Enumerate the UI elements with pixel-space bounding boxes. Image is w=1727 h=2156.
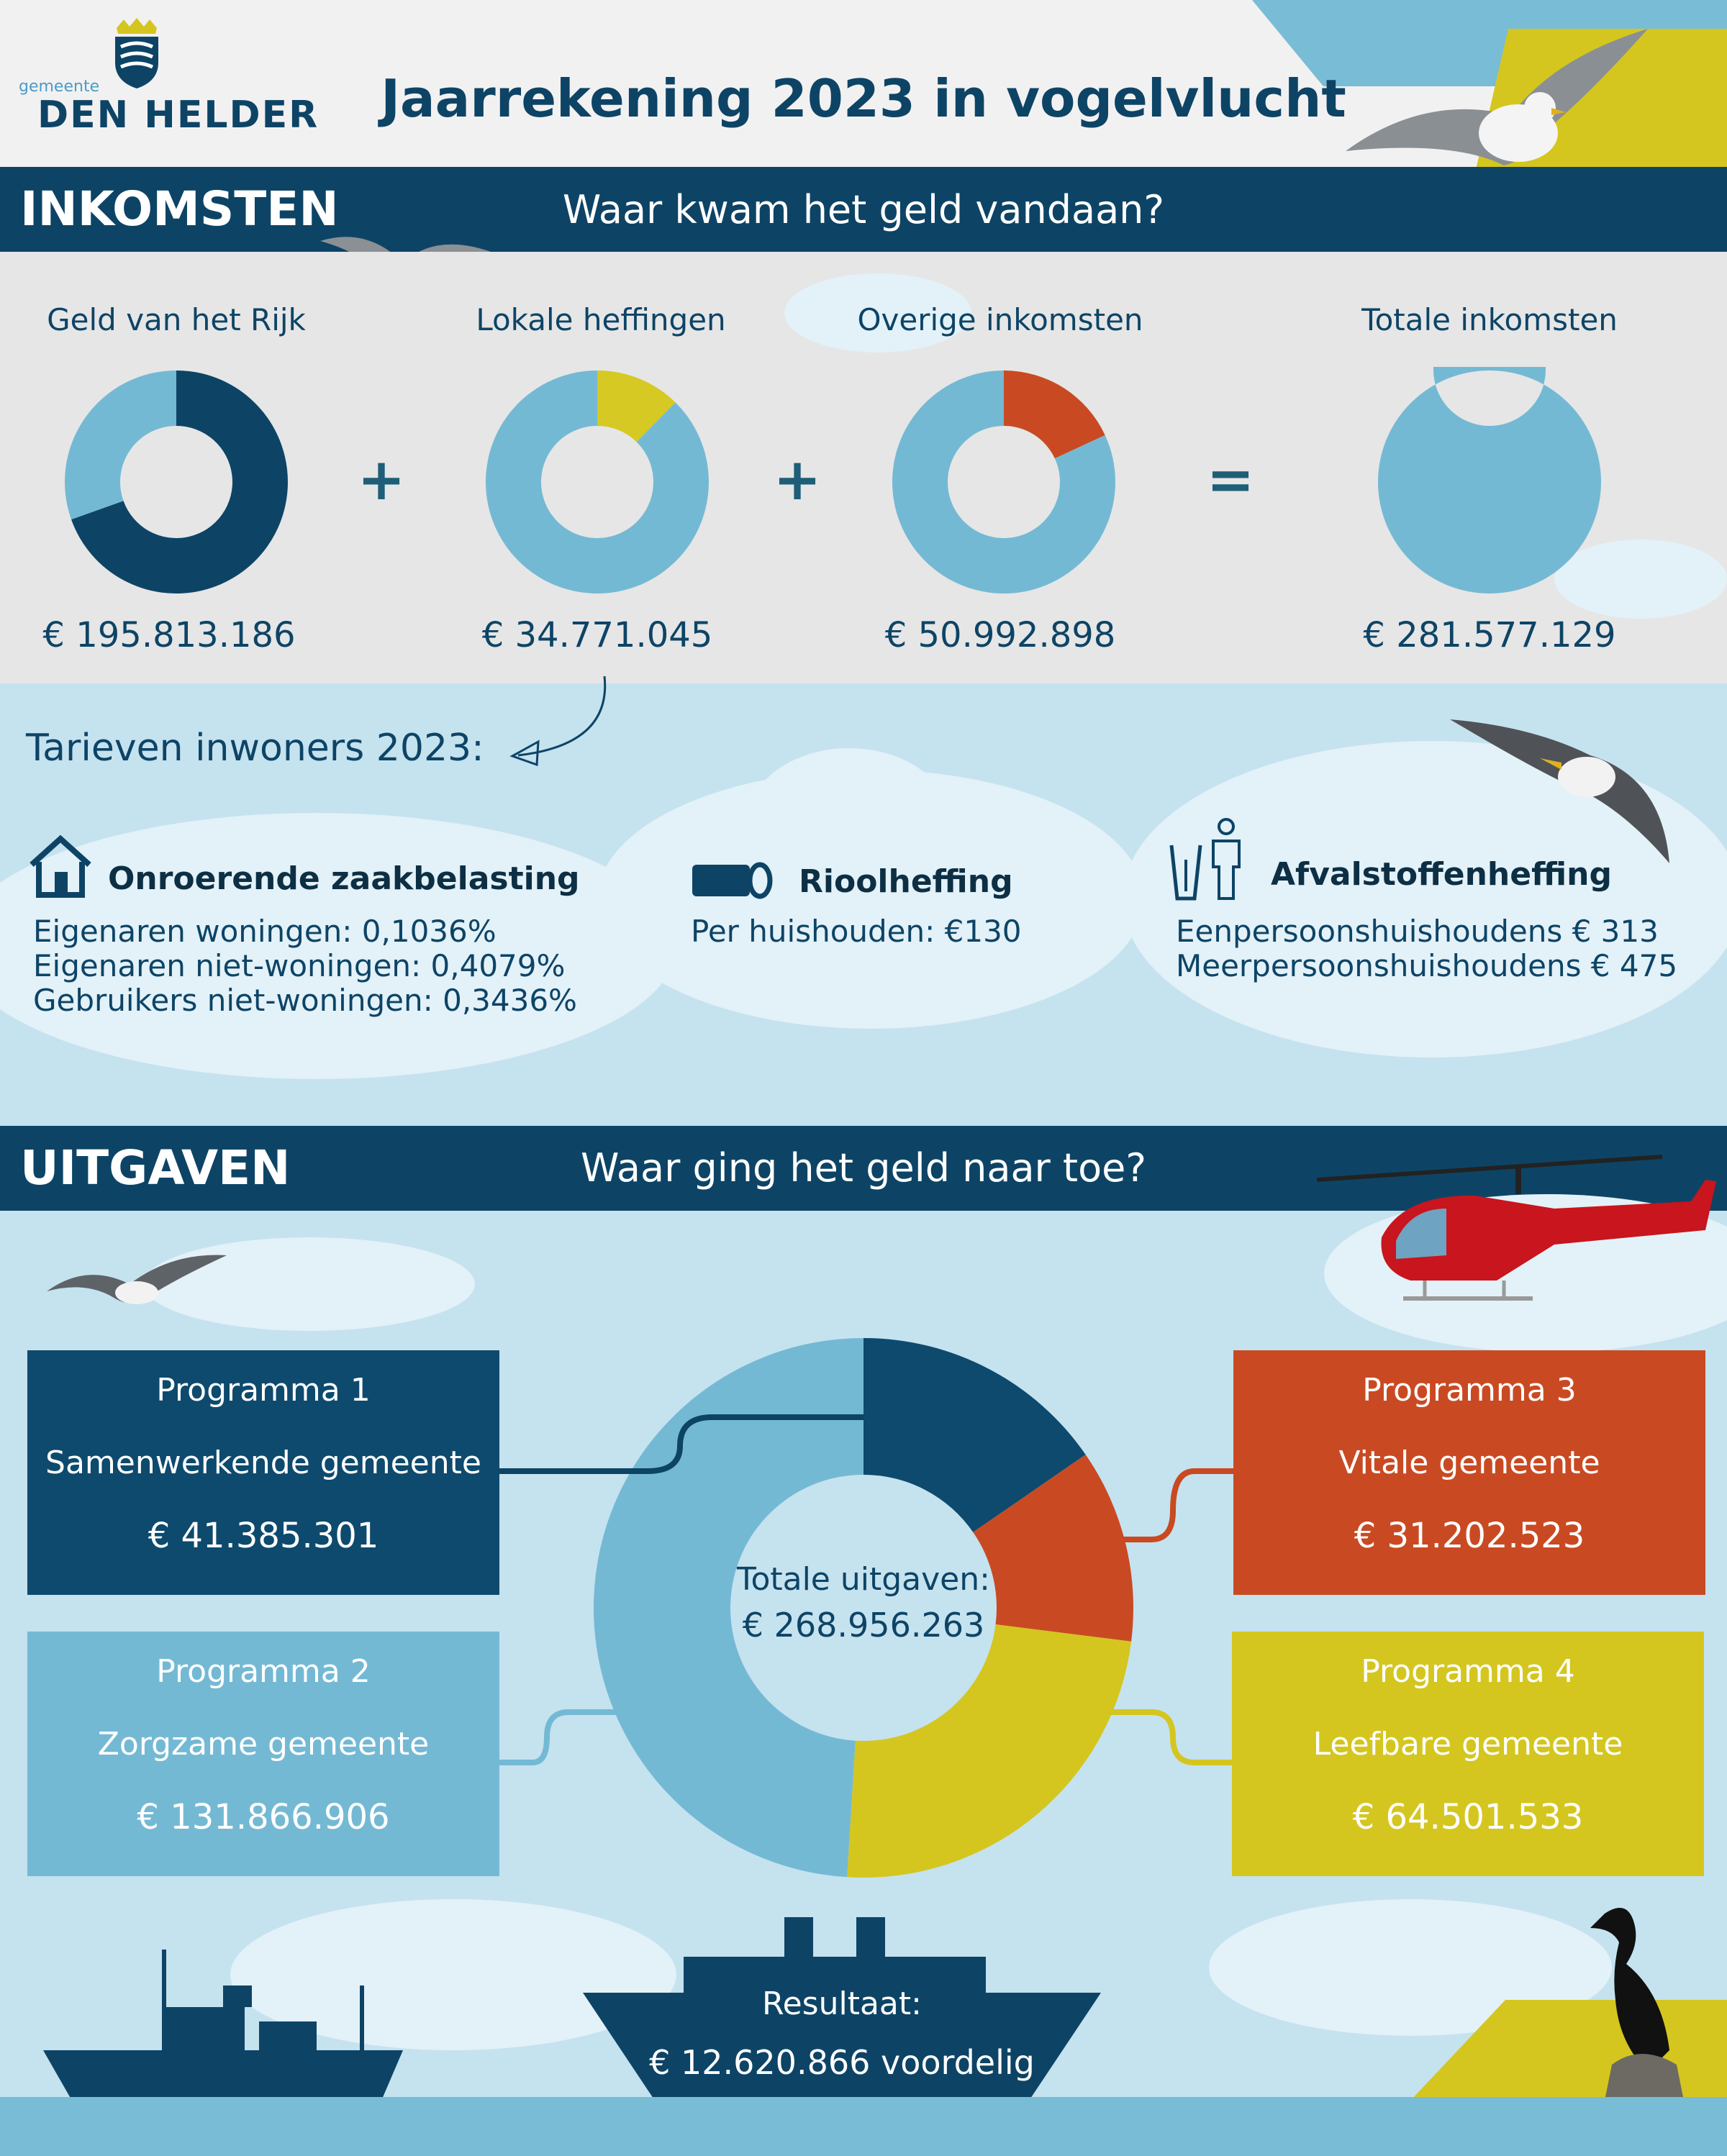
helicopter-icon xyxy=(1317,1137,1727,1309)
program-value: € 41.385.301 xyxy=(148,1516,379,1556)
seagull-icon xyxy=(1446,712,1677,870)
program-title: Programma 3 xyxy=(1362,1372,1577,1409)
program-title: Programma 1 xyxy=(156,1372,371,1409)
riool-heading: Rioolheffing xyxy=(799,863,1013,900)
program-value: € 131.866.906 xyxy=(137,1797,390,1837)
afval-line: Eenpersoonshuishoudens € 313 xyxy=(1176,914,1659,949)
donut-chart-rijk xyxy=(61,367,291,597)
income-value-rijk: € 195.813.186 xyxy=(42,615,296,655)
equals-operator: = xyxy=(1206,446,1255,513)
income-value-totaal: € 281.577.129 xyxy=(1363,615,1616,655)
income-value-overige: € 50.992.898 xyxy=(884,615,1116,655)
ship-silhouette-icon xyxy=(43,1942,417,2108)
afval-line: Meerpersoonshuishoudens € 475 xyxy=(1176,948,1678,983)
program-title: Programma 2 xyxy=(156,1653,371,1690)
total-expenses-label: Totale uitgaven: xyxy=(737,1561,990,1598)
income-label-totaal: Totale inkomsten xyxy=(1361,302,1618,337)
ozb-line: Eigenaren niet-woningen: 0,4079% xyxy=(33,948,566,983)
income-question: Waar kwam het geld vandaan? xyxy=(562,187,1165,232)
donut-chart-heffingen xyxy=(482,367,712,597)
program-4-box xyxy=(1232,1632,1704,1876)
program-3-box xyxy=(1233,1350,1705,1595)
expenses-section-title: UITGAVEN xyxy=(20,1140,291,1196)
logo-name: DEN HELDER xyxy=(37,94,319,137)
plus-operator: + xyxy=(773,446,822,513)
program-name: Samenwerkende gemeente xyxy=(45,1445,481,1481)
donut-chart-overige xyxy=(889,367,1119,597)
cormorant-icon xyxy=(1561,1899,1705,2101)
income-label-overige: Overige inkomsten xyxy=(857,302,1143,337)
donut-slice-rest xyxy=(486,370,709,593)
house-icon xyxy=(27,834,94,898)
donut-slice-totale-inkomsten xyxy=(1378,367,1601,593)
result-value: € 12.620.866 voordelig xyxy=(649,2043,1035,2082)
arrow-icon xyxy=(504,673,633,766)
result-title: Resultaat: xyxy=(762,1986,922,2022)
total-expenses-value: € 268.956.263 xyxy=(742,1606,985,1645)
ozb-line: Eigenaren woningen: 0,1036% xyxy=(33,914,497,949)
plus-operator: + xyxy=(357,446,406,513)
income-section-title: INKOMSTEN xyxy=(20,181,339,237)
bottom-stripe xyxy=(0,2097,1727,2156)
program-2-box xyxy=(27,1632,499,1876)
ozb-line: Gebruikers niet-woningen: 0,3436% xyxy=(33,983,577,1018)
income-label-heffingen: Lokale heffingen xyxy=(476,302,726,337)
tariffs-title: Tarieven inwoners 2023: xyxy=(26,727,484,770)
seagull-small-icon xyxy=(43,1248,230,1316)
program-1-box xyxy=(27,1350,499,1595)
ozb-heading: Onroerende zaakbelasting xyxy=(108,860,580,897)
sewer-pipe-icon xyxy=(691,860,777,904)
donut-slice-rest xyxy=(65,370,176,519)
program-value: € 31.202.523 xyxy=(1354,1516,1585,1556)
donut-chart-totaal xyxy=(1374,367,1605,597)
program-value: € 64.501.533 xyxy=(1352,1797,1584,1837)
riool-line: Per huishouden: €130 xyxy=(691,914,1022,949)
waste-bin-icon xyxy=(1166,817,1252,903)
logo-subtitle: gemeente xyxy=(19,78,100,96)
income-value-heffingen: € 34.771.045 xyxy=(481,615,713,655)
expenses-question: Waar ging het geld naar toe? xyxy=(580,1145,1147,1191)
page-title: Jaarrekening 2023 in vogelvlucht xyxy=(381,68,1346,129)
income-label-rijk: Geld van het Rijk xyxy=(47,302,306,337)
program-name: Leefbare gemeente xyxy=(1313,1726,1623,1762)
program-title: Programma 4 xyxy=(1361,1653,1575,1690)
program-name: Zorgzame gemeente xyxy=(97,1726,430,1762)
program-name: Vitale gemeente xyxy=(1338,1445,1600,1481)
afval-heading: Afvalstoffenheffing xyxy=(1271,856,1612,893)
